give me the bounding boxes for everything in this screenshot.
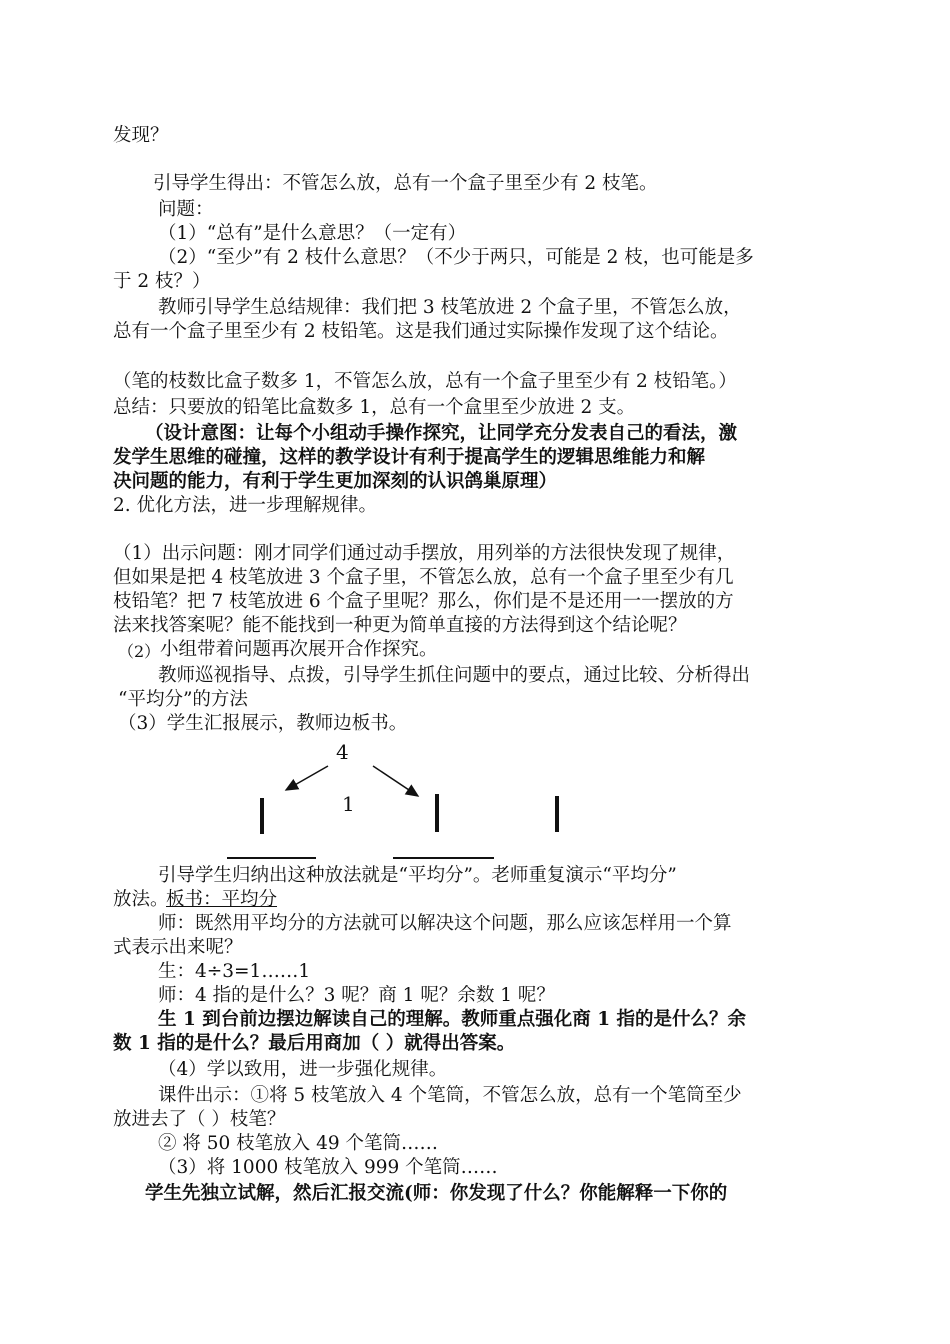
text-line-33: 课件出示：①将 5 枝笔放入 4 个笔筒，不管怎么放，总有一个笔筒至少 (158, 1085, 742, 1106)
text-line-17: 枝铅笔？把 7 枝笔放进 6 个盒子里呢？那么，你们是不是还用一一摆放的方 (113, 591, 734, 612)
box-middle-wall (435, 794, 439, 832)
arrow-right-icon (373, 766, 418, 796)
text-line-13: 决问题的能力，有利于学生更加深刻的认识鸽巢原理） (113, 471, 558, 492)
text-line-31: 数 1 指的是什么？最后用商加（ ）就得出答案。 (113, 1033, 516, 1054)
text-line-5: （2）“至少”有 2 枝什么意思？（不少于两只，可能是 2 枝，也可能是多 (158, 247, 754, 268)
box-left-wall (260, 798, 264, 834)
text-line-37: 学生先独立试解，然后汇报交流(师：你发现了什么？你能解释一下你的 (145, 1183, 728, 1204)
text-line-16: 但如果是把 4 枝笔放进 3 个盒子里，不管怎么放，总有一个盒子里至少有几 (113, 567, 734, 588)
text-line-9: （笔的枝数比盒子数多 1，不管怎么放，总有一个盒子里至少有 2 枝铅笔。） (113, 371, 737, 392)
text-line-36: （3）将 1000 枝笔放入 999 个笔筒…… (158, 1157, 498, 1178)
text-line-15: （1）出示问题：刚才同学们通过动手摆放，用列举的方法很快发现了规律， (113, 543, 736, 564)
text-line-2: 引导学生得出：不管怎么放，总有一个盒子里至少有 2 枝笔。 (153, 173, 658, 194)
text-line-22: （3）学生汇报展示，教师边板书。 (118, 713, 408, 734)
text-line-30: 生 1 到台前边摆边解读自己的理解。教师重点强化商 1 指的是什么？余 (158, 1009, 747, 1030)
text-line-27: 式表示出来呢？ (113, 937, 243, 958)
text-line-4: （1）“总有”是什么意思？（一定有） (158, 223, 467, 244)
text-line-34: 放进去了（ ）枝笔？ (113, 1109, 286, 1130)
text-line-24: 放法。 (113, 889, 169, 910)
arrow-left-icon (286, 766, 328, 790)
text-line-12: 发学生思维的碰撞，这样的教学设计有利于提高学生的逻辑思维能力和解 (113, 447, 706, 468)
text-line-10: 总结：只要放的铅笔比盒数多 1，总有一个盒里至少放进 2 支。 (113, 397, 636, 418)
diagram-middle-number: 1 (342, 792, 355, 816)
text-line-23: 引导学生归纳出这种放法就是“平均分”。老师重复演示“平均分” (158, 865, 677, 886)
text-line-19a: （2） (118, 642, 161, 661)
text-line-6: 于 2 枝？） (113, 271, 211, 292)
text-line-20: 教师巡视指导、点拨，引导学生抓住问题中的要点，通过比较、分析得出 (158, 665, 751, 686)
text-line-28: 生：4÷3=1……1 (158, 961, 311, 982)
text-line-8: 总有一个盒子里至少有 2 枝铅笔。这是我们通过实际操作发现了这个结论。 (113, 321, 729, 342)
text-line-19b: 小组带着问题再次展开合作探究。 (160, 639, 438, 660)
box-right-wall (555, 796, 559, 832)
text-line-29: 师：4 指的是什么？3 呢？商 1 呢？余数 1 呢？ (158, 985, 555, 1006)
text-line-35: ② 将 50 枝笔放入 49 个笔筒…… (158, 1133, 438, 1154)
board-title: 板书：平均分 (166, 889, 278, 910)
text-line-11: （设计意图：让每个小组动手操作探究，让同学充分发表自己的看法，激 (145, 423, 738, 444)
text-line-3: 问题： (158, 199, 214, 220)
box-left-base (227, 857, 316, 859)
text-line-32: （4）学以致用，进一步强化规律。 (158, 1059, 448, 1080)
text-line-18: 法来找答案呢？能不能找到一种更为简单直接的方法得到这个结论呢？ (113, 615, 687, 636)
text-line-7: 教师引导学生总结规律：我们把 3 枝笔放进 2 个盒子里，不管怎么放， (158, 297, 742, 318)
text-line-21: “平均分”的方法 (118, 689, 248, 710)
text-line-1: 发现？ (113, 125, 169, 146)
diagram-top-number: 4 (336, 740, 349, 764)
text-line-14: 2. 优化方法，进一步理解规律。 (113, 495, 378, 516)
box-middle-base (393, 857, 494, 859)
text-line-26: 师：既然用平均分的方法就可以解决这个问题，那么应该怎样用一个算 (158, 913, 732, 934)
